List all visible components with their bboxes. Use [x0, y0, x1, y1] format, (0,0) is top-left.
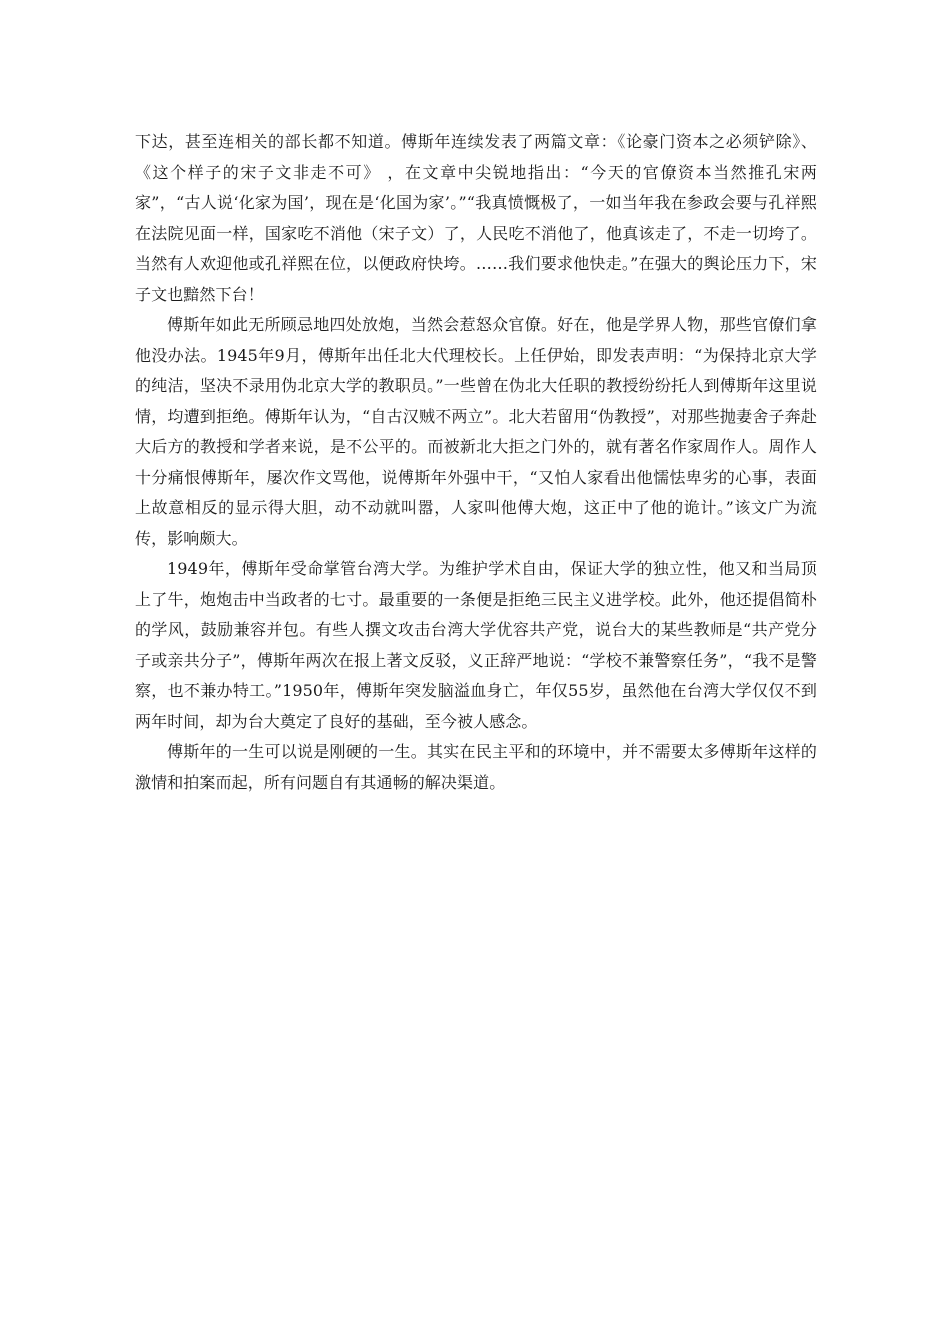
paragraph-4: 傅斯年的一生可以说是刚硬的一生。其实在民主平和的环境中，并不需要太多傅斯年这样的激情和拍案而起，所有问题自有其通畅的解决渠道。: [135, 742, 817, 792]
paragraph-2: 傅斯年如此无所顾忌地四处放炮，当然会惹怒众官僚。好在，他是学界人物，那些官僚们拿他没办法。1945年9月，傅斯年出任北大代理校长。上任伊始，即发表声明：“为保持北京大学的纯洁，坚决不录用伪北京大学的教职员。”一些曾在伪北大任职的教授纷纷托人到傅斯年这里说情，均遭到拒绝。傅斯年认为，“自古汉贼不两立”。北大若留用“伪教授”，对那些抛妻舍子奔赴大后方的教授和学者来说，是不公平的。而被新北大拒之门外的，就有著名作家周作人。周作人十分痛恨傅斯年，屡次作文骂他，说傅斯年外强中干，“又怕人家看出他懦怯卑劣的心事，表面上故意相反的显示得大胆，动不动就叫嚣，人家叫他傅大炮，这正中了他的诡计。”该文广为流传，影响颇大。: [135, 315, 817, 548]
paragraph-3: 1949年，傅斯年受命掌管台湾大学。为维护学术自由，保证大学的独立性，他又和当局顶上了牛，炮炮击中当政者的七寸。最重要的一条便是拒绝三民主义进学校。此外，他还提倡简朴的学风，鼓励兼容并包。有些人撰文攻击台湾大学优容共产党，说台大的某些教师是“共产党分子或亲共分子”，傅斯年两次在报上著文反驳，义正辞严地说：“学校不兼警察任务”，“我不是警察，也不兼办特工。”1950年，傅斯年突发脑溢血身亡，年仅55岁，虽然他在台湾大学仅仅不到两年时间，却为台大奠定了良好的基础，至今被人感念。: [135, 559, 817, 731]
paragraph-1: 下达，甚至连相关的部长都不知道。傅斯年连续发表了两篇文章：《论豪门资本之必须铲除》、《这个样子的宋子文非走不可》 ，在文章中尖锐地指出：“今天的官僚资本当然推孔宋两家”，“古人说‘化家为国’，现在是‘化国为家’。”“我真愤慨极了，一如当年我在参政会要与孔祥熙在法院见面一样，国家吃不消他（宋子文）了，人民吃不消他了，他真该走了，不走一切垮了。当然有人欢迎他或孔祥熙在位，以便政府快垮。……我们要求他快走。”在强大的舆论压力下，宋子文也黯然下台！: [135, 132, 817, 304]
article-body: [135, 127, 817, 798]
